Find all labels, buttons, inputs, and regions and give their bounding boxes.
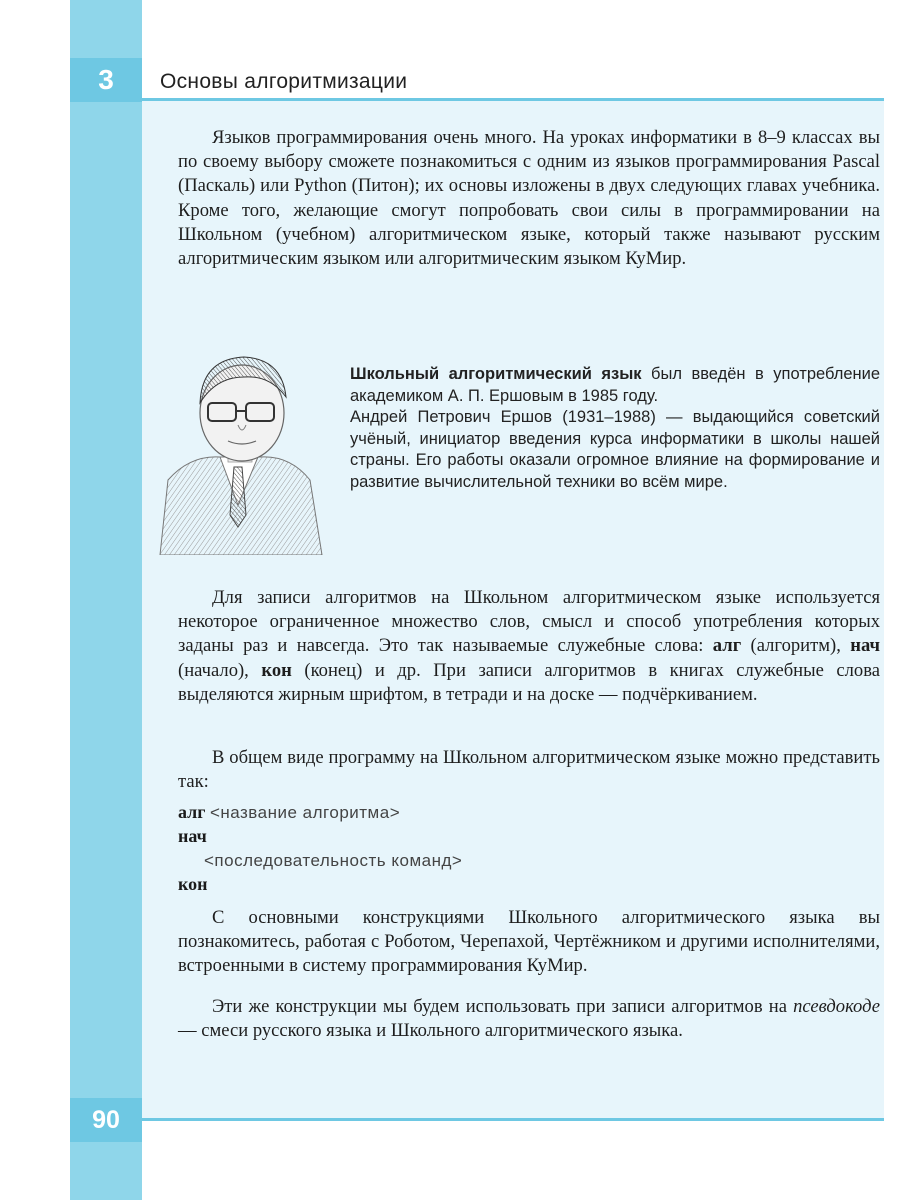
code-line-nach [178, 824, 462, 848]
paragraph-intro-text: Языков программирования очень много. На уроках информатики в 8–9 классах вы по своему выбору сможете познакомиться с одним из языков программирования Pascal (Паскаль) или Python (Питон); их основы изложены в двух следующих главах учебника. Кроме того, желающие смогут попробовать свои силы в программировании на Школьном (учебном) алгоритмическом языке, который также называют русским алгоритмическим языком или алгоритмическим языком КуМир. [178, 127, 880, 270]
code-line-alg [178, 800, 462, 824]
bio-term: Школьный алгоритмический язык [350, 365, 642, 383]
header-divider [142, 98, 884, 101]
p2-text-a: Для записи алгоритмов на Школьном алгоритмическом языке используется некоторое ограниченное множество слов, смысл и способ употребления которых заданы раз и навсегда. Это так называемые служебные слова: [178, 587, 880, 657]
p2-text-c: (начало), [178, 659, 262, 681]
paragraph-constructions [178, 906, 880, 979]
chapter-title: Основы алгоритмизации [160, 70, 408, 93]
p5-emphasis-pseudocode: псевдокоде [793, 996, 880, 1017]
code-alg-name: <название алгоритма> [209, 803, 401, 822]
paragraph-intro [178, 126, 880, 271]
p5-text-b: — смеси русского языка и Школьного алгоритмического языка. [178, 1020, 683, 1042]
code-keyword-alg: алг [178, 802, 206, 822]
code-keyword-nach: нач [178, 826, 207, 846]
p2-keyword-alg: алг [712, 635, 742, 657]
code-commands: <последовательность команд> [204, 851, 463, 870]
paragraph-service-words [178, 586, 880, 707]
paragraph-pseudocode [178, 995, 880, 1043]
ershov-portrait [150, 345, 330, 555]
side-strip [70, 0, 142, 1200]
chapter-number-badge: 3 [70, 58, 142, 102]
p2-text-d: (конец) и др. При записи алгоритмов в книгах служебные слова выделяются жирным шрифтом, в тетради и на доске — подчёркиванием. [178, 659, 881, 705]
ershov-bio [350, 364, 880, 494]
p3-text: В общем виде программу на Школьном алгоритмическом языке можно представить так: [178, 747, 880, 793]
bio-text-1: был введён в употребление академиком А. П. Ершовым в 1985 году. [350, 365, 881, 405]
p4-text: С основными конструкциями Школьного алгоритмического языка вы познакомитесь, работая с Роботом, Черепахой, Чертёжником и другими исполнителями, встроенными в систему программирования КуМир. [178, 907, 880, 977]
p2-keyword-kon: кон [261, 659, 292, 681]
code-line-kon [178, 872, 462, 896]
code-block [178, 800, 462, 896]
p2-text-b: (алгоритм), [741, 635, 851, 657]
bio-second-para: Андрей Петрович Ершов (1931–1988) — выдающийся советский учёный, инициатор введения курса информатики в школы нашей страны. Его работы оказали огромное влияние на формирование и развитие вычислительной техники во всём мире. [350, 408, 880, 491]
page-number: 90 [70, 1098, 142, 1142]
p2-keyword-nach: нач [850, 635, 881, 657]
code-keyword-kon: кон [178, 874, 208, 894]
paragraph-general-form [178, 746, 880, 794]
bio-first-para [350, 364, 880, 407]
code-line-commands [178, 848, 462, 872]
p5-text-a: Эти же конструкции мы будем использовать при записи алгоритмов на [212, 996, 794, 1017]
footer-divider [142, 1118, 884, 1121]
